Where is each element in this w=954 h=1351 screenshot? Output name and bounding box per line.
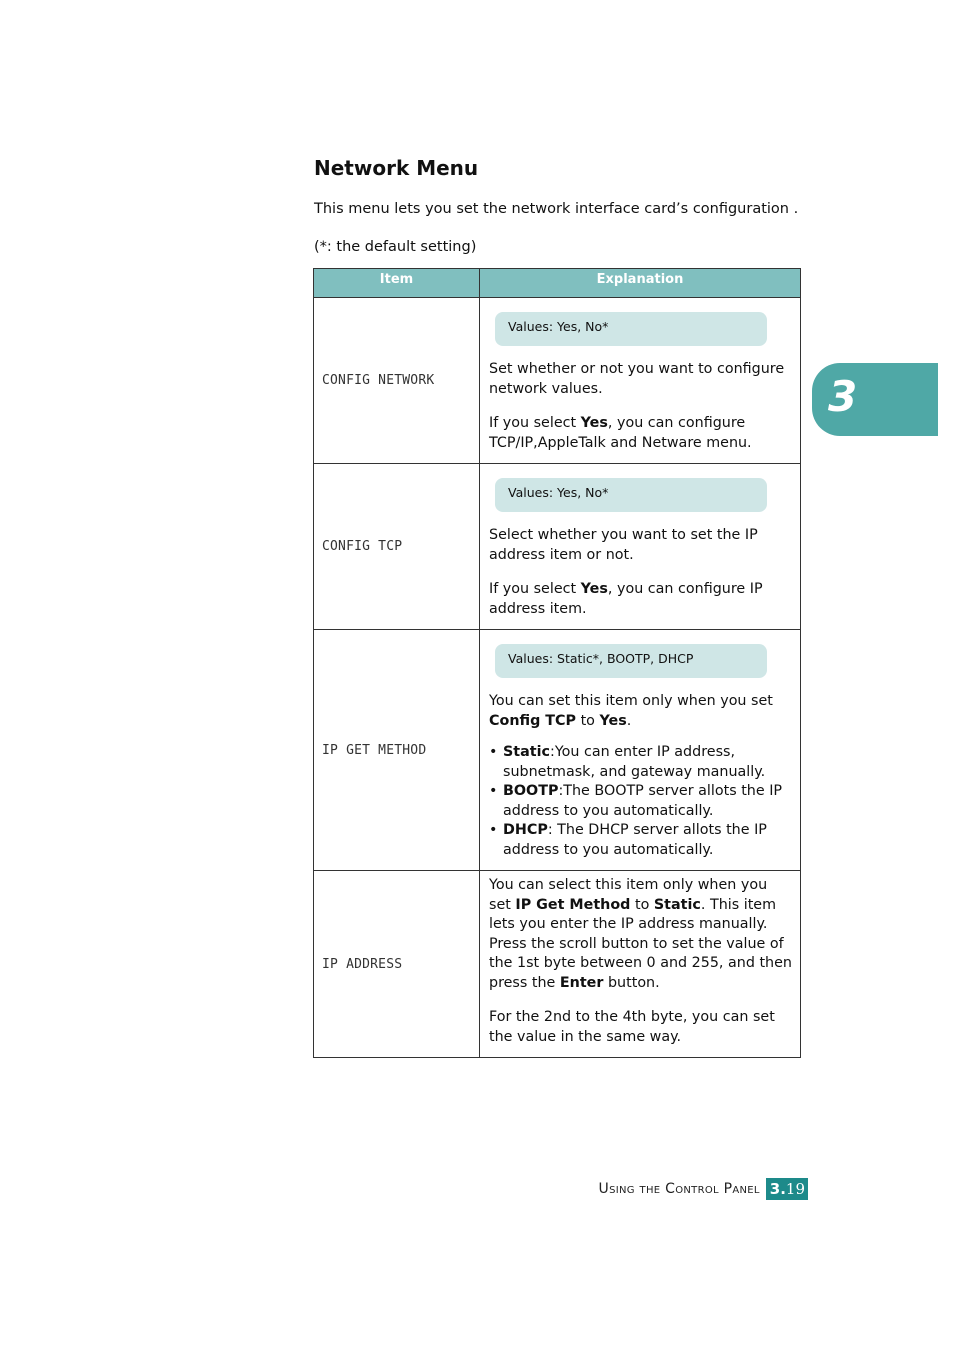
values-box: Values: Static*, BOOTP, DHCP bbox=[495, 644, 767, 678]
table-row bbox=[314, 464, 801, 630]
explanation-text: If you select Yes, you can configure TCP/IP,AppleTalk and Netware menu. bbox=[489, 415, 752, 451]
list-item: • DHCP: The DHCP server allots the IP address to you automatically. bbox=[489, 822, 767, 858]
default-note: (*: the default setting) bbox=[314, 239, 477, 255]
explanation-text: If you select Yes, you can configure IP address item. bbox=[489, 581, 763, 617]
method-list bbox=[489, 743, 792, 860]
explanation-cell bbox=[480, 871, 801, 1058]
header-explanation: Explanation bbox=[480, 269, 801, 298]
table-row bbox=[314, 871, 801, 1058]
page-number: 3.19 bbox=[766, 1178, 808, 1200]
explanation-cell bbox=[480, 298, 801, 464]
item-ip-address: IP ADDRESS bbox=[314, 871, 480, 1058]
page-footer bbox=[599, 1178, 808, 1200]
header-item: Item bbox=[314, 269, 480, 298]
table-header-row bbox=[314, 269, 801, 298]
item-config-tcp: CONFIG TCP bbox=[314, 464, 480, 630]
table-row bbox=[314, 630, 801, 871]
explanation-text: You can set this item only when you set Config TCP to Yes. bbox=[489, 693, 773, 729]
network-menu-table bbox=[313, 268, 801, 1058]
intro-text: This menu lets you set the network interface card’s configuration . bbox=[314, 201, 799, 217]
values-box: Values: Yes, No* bbox=[495, 312, 767, 346]
footer-section-title: Using the Control Panel bbox=[598, 1181, 760, 1197]
chapter-number: 3 bbox=[828, 372, 858, 421]
chapter-tab bbox=[812, 363, 938, 436]
list-item: • BOOTP:The BOOTP server allots the IP address to you automatically. bbox=[489, 783, 783, 819]
explanation-cell bbox=[480, 464, 801, 630]
page-title: Network Menu bbox=[314, 156, 479, 180]
values-box: Values: Yes, No* bbox=[495, 478, 767, 512]
item-ip-get-method: IP GET METHOD bbox=[314, 630, 480, 871]
item-config-network: CONFIG NETWORK bbox=[314, 298, 480, 464]
explanation-text: You can select this item only when you set IP Get Method to Static. This item lets you enter the IP address manually. Press the scroll button to set the value of the 1st byte between 0 and 255, and then press the Enter button. bbox=[489, 877, 792, 991]
table-row bbox=[314, 298, 801, 464]
list-item: • Static:You can enter IP address, subnetmask, and gateway manually. bbox=[489, 744, 766, 780]
explanation-text: For the 2nd to the 4th byte, you can set the value in the same way. bbox=[489, 1009, 775, 1045]
explanation-text: Select whether you want to set the IP address item or not. bbox=[489, 527, 758, 563]
explanation-cell bbox=[480, 630, 801, 871]
explanation-text: Set whether or not you want to configure network values. bbox=[489, 361, 785, 397]
